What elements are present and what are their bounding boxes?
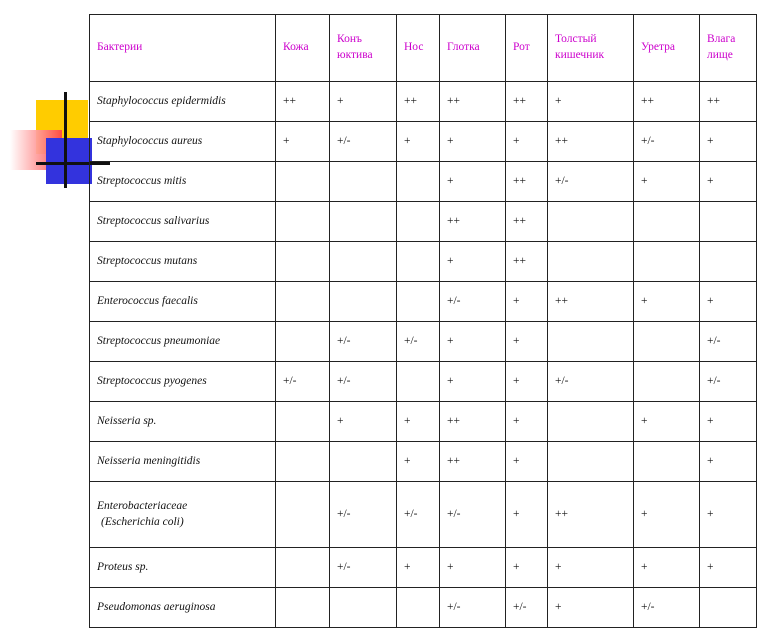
presence-cell xyxy=(700,242,757,282)
presence-cell: ++ xyxy=(506,242,548,282)
table-row xyxy=(90,588,757,628)
header-nose: Нос xyxy=(397,15,440,82)
presence-cell: ++ xyxy=(440,82,506,122)
header-bacteria: Бактерии xyxy=(90,15,276,82)
header-mouth: Рот xyxy=(506,15,548,82)
presence-cell: +/- xyxy=(330,362,397,402)
presence-cell: +/- xyxy=(330,482,397,548)
table-row xyxy=(90,202,757,242)
presence-cell: +/- xyxy=(548,162,634,202)
presence-cell: + xyxy=(634,548,700,588)
presence-cell xyxy=(397,588,440,628)
presence-cell: ++ xyxy=(440,442,506,482)
bacteria-name-cell xyxy=(90,482,276,548)
presence-cell: +/- xyxy=(397,482,440,548)
presence-cell: + xyxy=(506,442,548,482)
table-row xyxy=(90,242,757,282)
presence-cell: + xyxy=(330,402,397,442)
presence-cell xyxy=(397,202,440,242)
red-gradient-square xyxy=(10,130,62,170)
bacteria-name-cell: Streptococcus pyogenes xyxy=(90,362,276,402)
presence-cell xyxy=(276,282,330,322)
presence-cell: + xyxy=(700,442,757,482)
table-row xyxy=(90,482,757,548)
blue-square xyxy=(46,138,92,184)
presence-cell: + xyxy=(276,122,330,162)
presence-cell: +/- xyxy=(634,588,700,628)
bacteria-name-cell: Neisseria sp. xyxy=(90,402,276,442)
presence-cell xyxy=(276,482,330,548)
bacteria-name-cell: Enterococcus faecalis xyxy=(90,282,276,322)
presence-cell: + xyxy=(634,282,700,322)
presence-cell xyxy=(330,588,397,628)
presence-cell: +/- xyxy=(397,322,440,362)
table-row xyxy=(90,442,757,482)
bacteria-name-cell: Pseudomonas aeruginosa xyxy=(90,588,276,628)
presence-cell: + xyxy=(330,82,397,122)
presence-cell: + xyxy=(634,402,700,442)
header-skin: Кожа xyxy=(276,15,330,82)
presence-cell: ++ xyxy=(700,82,757,122)
presence-cell: ++ xyxy=(440,402,506,442)
presence-cell xyxy=(700,202,757,242)
presence-cell xyxy=(634,442,700,482)
bacteria-name-cell: Staphylococcus epidermidis xyxy=(90,82,276,122)
presence-cell xyxy=(330,202,397,242)
presence-cell xyxy=(276,548,330,588)
presence-cell xyxy=(548,322,634,362)
presence-cell: +/- xyxy=(440,588,506,628)
presence-cell: + xyxy=(440,242,506,282)
presence-cell: + xyxy=(700,122,757,162)
presence-cell xyxy=(634,242,700,282)
presence-cell xyxy=(397,162,440,202)
presence-cell xyxy=(276,202,330,242)
presence-cell xyxy=(276,442,330,482)
bacteria-distribution-table xyxy=(89,14,757,628)
presence-cell: + xyxy=(548,82,634,122)
header-vagina: Влага лище xyxy=(700,15,757,82)
presence-cell: + xyxy=(440,362,506,402)
presence-cell: +/- xyxy=(506,588,548,628)
presence-cell: ++ xyxy=(506,162,548,202)
header-pharynx: Глотка xyxy=(440,15,506,82)
presence-cell xyxy=(276,402,330,442)
presence-cell: + xyxy=(700,162,757,202)
bacteria-name-cell: Proteus sp. xyxy=(90,548,276,588)
table-row xyxy=(90,122,757,162)
presence-cell: + xyxy=(634,162,700,202)
presence-cell xyxy=(634,362,700,402)
presence-cell: +/- xyxy=(548,362,634,402)
table-row xyxy=(90,362,757,402)
presence-cell: + xyxy=(440,162,506,202)
bacteria-name-cell: Streptococcus pneumoniae xyxy=(90,322,276,362)
presence-cell: + xyxy=(506,322,548,362)
presence-cell: +/- xyxy=(700,362,757,402)
presence-cell: + xyxy=(506,282,548,322)
vertical-line xyxy=(64,92,67,188)
table-row xyxy=(90,162,757,202)
presence-cell: + xyxy=(700,482,757,548)
presence-cell: +/- xyxy=(276,362,330,402)
bacteria-name-line: Enterobacteriaceae xyxy=(97,499,188,512)
bacteria-name-cell: Neisseria meningitidis xyxy=(90,442,276,482)
presence-cell: + xyxy=(506,402,548,442)
presence-cell: ++ xyxy=(548,122,634,162)
header-urethra: Уретра xyxy=(634,15,700,82)
presence-cell: ++ xyxy=(548,482,634,548)
table-row xyxy=(90,402,757,442)
presence-cell: +/- xyxy=(440,282,506,322)
bacteria-name-line: (Escherichia coli) xyxy=(101,515,184,528)
presence-cell: ++ xyxy=(276,82,330,122)
header-conjunctiva: Конъ юктива xyxy=(330,15,397,82)
presence-cell xyxy=(330,242,397,282)
presence-cell xyxy=(276,588,330,628)
presence-cell: + xyxy=(440,322,506,362)
presence-cell: + xyxy=(700,282,757,322)
presence-cell xyxy=(700,588,757,628)
header-large-intestine: Толстый кишечник xyxy=(548,15,634,82)
yellow-square xyxy=(36,100,88,154)
bacteria-name-cell: Streptococcus mitis xyxy=(90,162,276,202)
presence-cell xyxy=(397,282,440,322)
presence-cell: + xyxy=(440,548,506,588)
presence-cell: ++ xyxy=(506,82,548,122)
presence-cell: + xyxy=(634,482,700,548)
presence-cell: + xyxy=(700,402,757,442)
presence-cell: + xyxy=(548,548,634,588)
table-header-row xyxy=(90,15,757,82)
presence-cell: ++ xyxy=(440,202,506,242)
presence-cell: ++ xyxy=(397,82,440,122)
presence-cell xyxy=(634,322,700,362)
table-row xyxy=(90,282,757,322)
presence-cell xyxy=(330,162,397,202)
presence-cell xyxy=(548,202,634,242)
bacteria-name-cell: Streptococcus mutans xyxy=(90,242,276,282)
presence-cell: + xyxy=(397,402,440,442)
bacteria-name-cell: Staphylococcus aureus xyxy=(90,122,276,162)
presence-cell: + xyxy=(700,548,757,588)
presence-cell xyxy=(548,402,634,442)
presence-cell xyxy=(276,242,330,282)
presence-cell xyxy=(330,282,397,322)
presence-cell: + xyxy=(548,588,634,628)
presence-cell: +/- xyxy=(330,122,397,162)
presence-cell xyxy=(330,442,397,482)
presence-cell: + xyxy=(506,482,548,548)
presence-cell: + xyxy=(440,122,506,162)
presence-cell: +/- xyxy=(330,322,397,362)
presence-cell xyxy=(397,242,440,282)
presence-cell: ++ xyxy=(634,82,700,122)
presence-cell: ++ xyxy=(506,202,548,242)
presence-cell xyxy=(548,442,634,482)
table-row xyxy=(90,548,757,588)
presence-cell xyxy=(276,322,330,362)
presence-cell: ++ xyxy=(548,282,634,322)
presence-cell: + xyxy=(506,362,548,402)
presence-cell xyxy=(276,162,330,202)
presence-cell xyxy=(397,362,440,402)
presence-cell: +/- xyxy=(330,548,397,588)
presence-cell: + xyxy=(506,548,548,588)
presence-cell xyxy=(634,202,700,242)
presence-cell xyxy=(548,242,634,282)
presence-cell: + xyxy=(397,122,440,162)
table-row xyxy=(90,82,757,122)
presence-cell: + xyxy=(397,442,440,482)
presence-cell: +/- xyxy=(634,122,700,162)
bacteria-name-cell: Streptococcus salivarius xyxy=(90,202,276,242)
table-row xyxy=(90,322,757,362)
presence-cell: + xyxy=(397,548,440,588)
presence-cell: + xyxy=(506,122,548,162)
presence-cell: +/- xyxy=(440,482,506,548)
presence-cell: +/- xyxy=(700,322,757,362)
